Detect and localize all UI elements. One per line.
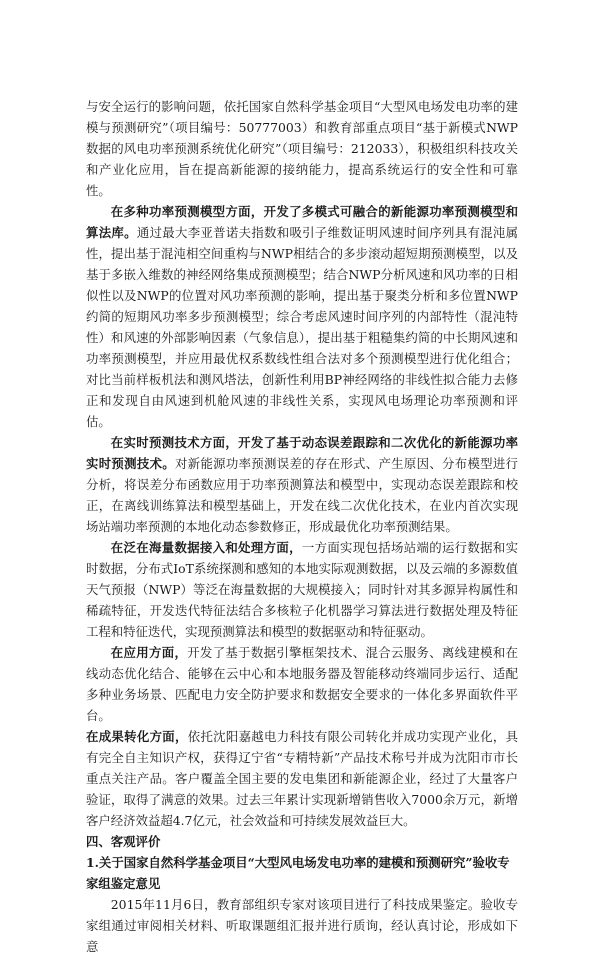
paragraph-lead: 在泛在海量数据接入和处理方面， (110, 540, 302, 555)
section-heading: 四、客观评价 (86, 834, 161, 849)
paragraph-realtime-prediction: 在实时预测技术方面，开发了基于动态误差跟踪和二次优化的新能源功率实时预测技术。对新能源功率预测误差的存在形式、产生原因、分布模型进行分析，将误差分布函数应用于功率预测算法和模型中，实现动态误差跟踪和校正，在离线训练算法和模型基础上，开发在线二次优化技术，在业内首次实现场站端功率预测的本地化动态参数修正，形成最优化功率预测结果。 (86, 435, 519, 534)
sub-heading: 1.关于国家自然科学基金项目“大型风电场发电功率的建模和预测研究”验收专家组鉴定意见 (86, 855, 510, 891)
paragraph-evaluation: 2015年11月6日，教育部组织专家对该项目进行了科技成果鉴定。验收专家组通过审阅相关材料、听取课题组汇报并进行质询，经认真讨论，形成如下意 (86, 897, 518, 954)
paragraph-intro: 与安全运行的影响问题，依托国家自然科学基金项目“大型风电场发电功率的建模与预测研究”（项目编号：50777003）和教育部重点项目“基于新模式NWP数据的风电功率预测系统优化研究”（项目编号：212033），积极组织科技攻关和产业化应用，旨在提高新能源的接纳能力，提高系统运行的安全性和可靠性。 (86, 99, 518, 198)
paragraph-application: 在应用方面，开发了基于数据引擎框架技术、混合云服务、离线建模和在线动态优化结合、能够在云中心和本地服务器及智能移动终端同步运行、适配多种业务场景、匹配电力安全防护要求和数据安全要求的一体化多界面软件平台。 (86, 645, 519, 723)
paragraph-lead: 在实时预测技术方面，开发了基于动态误差跟踪和二次优化的新能源功率实时预测技术。 (86, 435, 518, 471)
paragraph-lead: 在多种功率预测模型方面，开发了多模式可融合的新能源功率预测模型和算法库。 (86, 204, 518, 240)
paragraph-lead: 在应用方面， (110, 645, 188, 660)
paragraph-commercialization: 在成果转化方面，依托沈阳嘉越电力科技有限公司转化并成功实现产业化，具有完全自主知识产权，获得辽宁省“专精特新”产品技术称号并成为沈阳市市长重点关注产品。客户覆盖全国主要的发电集团和新能源企业，经过了大量客户验证，取得了满意的效果。过去三年累计实现新增销售收入7000余万元，新增客户经济效益超4.7亿元，社会效益和可持续发展效益巨大。 (86, 729, 519, 828)
paragraph-lead: 在成果转化方面， (86, 729, 188, 744)
paragraph-prediction-models: 在多种功率预测模型方面，开发了多模式可融合的新能源功率预测模型和算法库。通过最大李亚普诺夫指数和吸引子维数证明风速时间序列具有混沌属性，提出基于混沌相空间重构与NWP相结合的多步滚动超短期预测模型，以及基于多嵌入维数的神经网络集成预测模型；结合NWP分析风速和风功率的日相似性以及NWP的位置对风功率预测的影响，提出基于聚类分析和多位置NWP约简的短期风功率多步预测模型；综合考虑风速时间序列的内部特性（混沌特性）和风速的外部影响因素（气象信息），提出基于粗糙集约简的中长期风速和功率预测模型，并应用最优权系数线性组合法对多个预测模型进行优化组合；对比当前样板机法和测风塔法，创新性利用BP神经网络的非线性拟合能力去修正和发现自由风速到机舱风速的非线性关系，实现风电场理论功率预测和评估。 (86, 204, 519, 429)
paragraph-data-access: 在泛在海量数据接入和处理方面，一方面实现包括场站端的运行数据和实时数据，分布式IoT系统探测和感知的本地实际观测数据，以及云端的多源数值天气预报（NWP）等泛在海量数据的大规模接入；同时针对其多源异构属性和稀疏特征，开发迭代特征法结合多核粒子化机器学习算法进行数据处理及特征工程和特征迭代，实现预测算法和模型的数据驱动和特征驱动。 (86, 540, 519, 639)
